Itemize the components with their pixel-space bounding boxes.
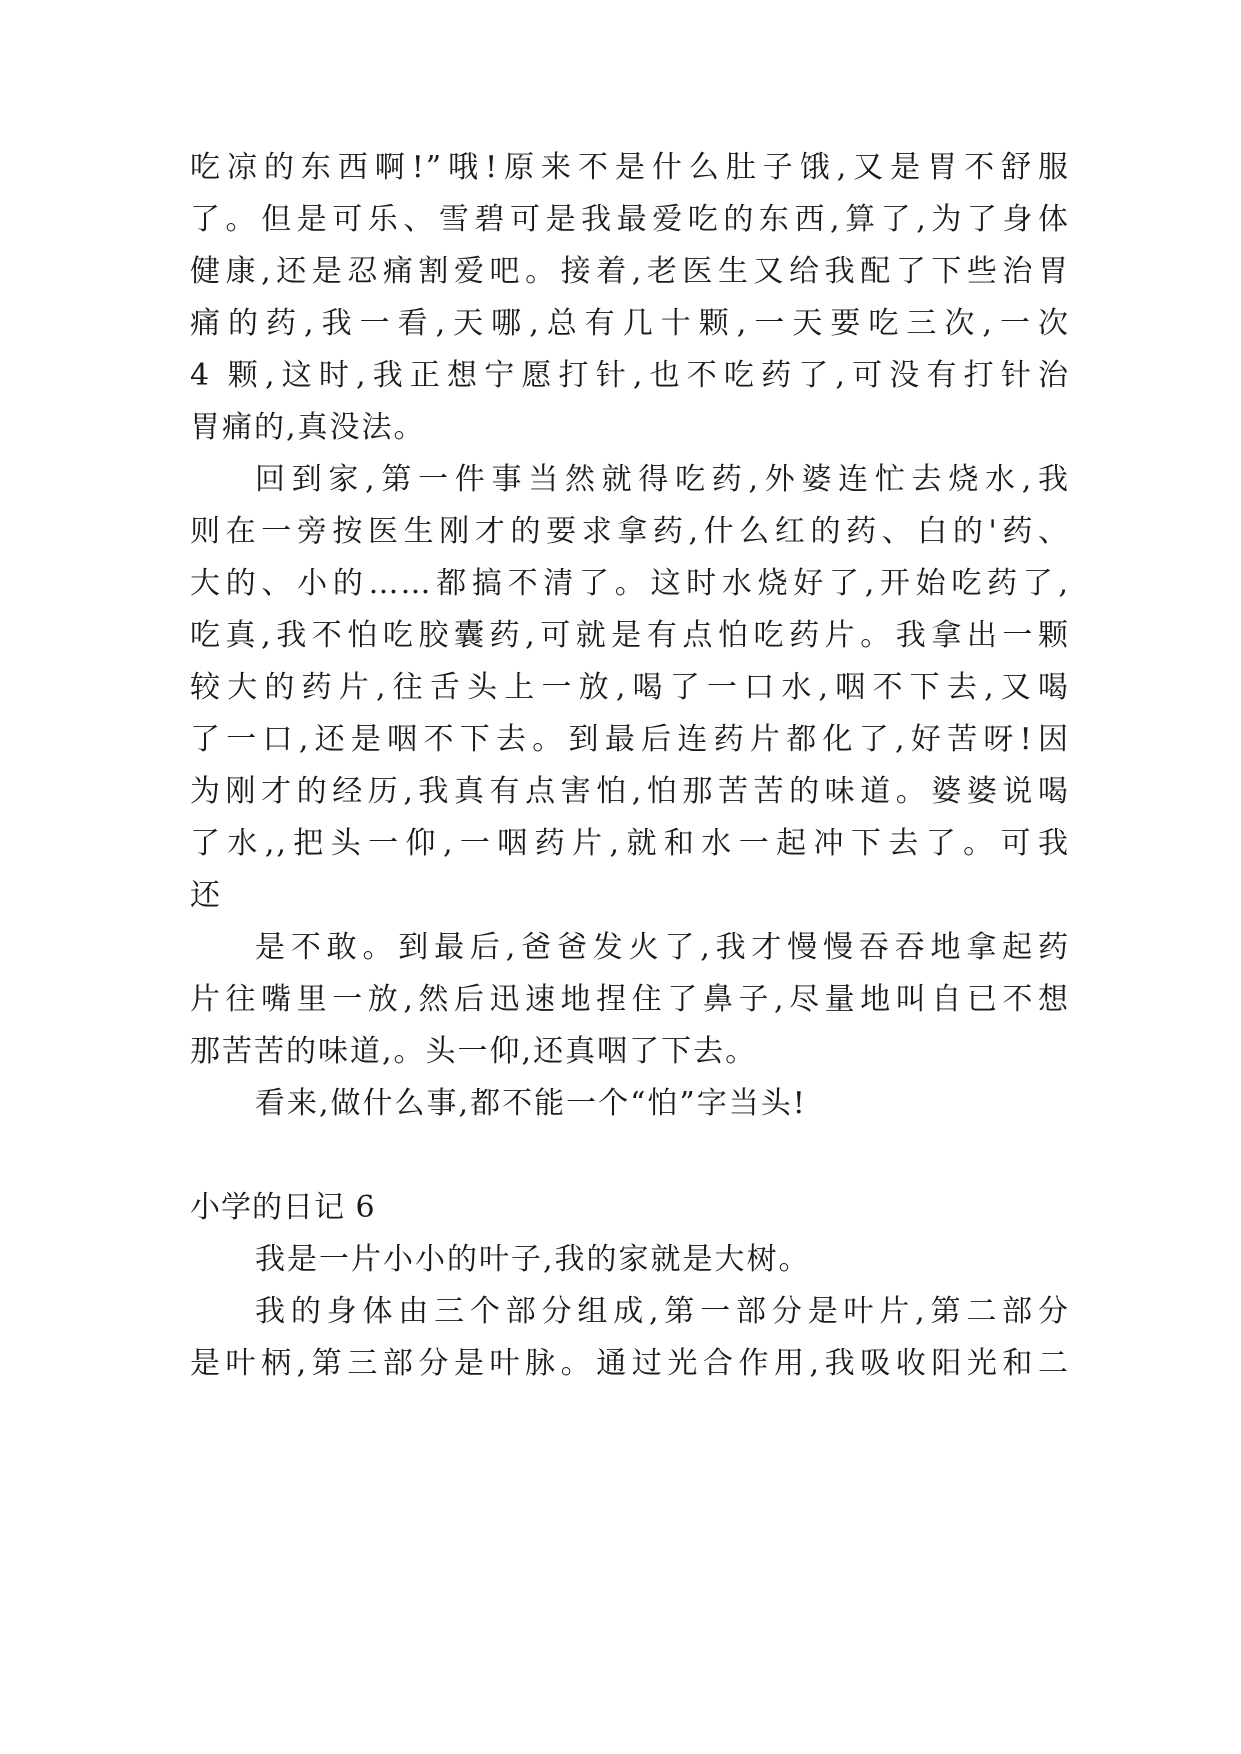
text-line: 胃痛的,真没法。	[190, 410, 426, 445]
text-line: 了水,,把头一仰,一咽药片,就和水一起冲下去了。可我	[190, 826, 1070, 861]
text-line: 健康,还是忍痛割爱吧。接着,老医生又给我配了下些治胃	[190, 254, 1070, 289]
text-line: 吃凉的东西啊!”哦!原来不是什么肚子饿,又是胃不舒服	[190, 150, 1070, 185]
text-line: 了一口,还是咽不下去。到最后连药片都化了,好苦呀!因	[190, 722, 1070, 757]
text-line: 是不敢。到最后,爸爸发火了,我才慢慢吞吞地拿起药	[255, 930, 1070, 965]
text-line: 我是一片小小的叶子,我的家就是大树。	[255, 1242, 811, 1277]
text-line: 大的、小的……都搞不清了。这时水烧好了,开始吃药了,	[190, 566, 1070, 601]
section-heading: 小学的日记 6	[190, 1190, 376, 1225]
text-line: 较大的药片,往舌头上一放,喝了一口水,咽不下去,又喝	[190, 670, 1070, 705]
text-line: 我的身体由三个部分组成,第一部分是叶片,第二部分	[255, 1294, 1070, 1329]
text-line: 还	[190, 878, 222, 913]
text-line: 则在一旁按医生刚才的要求拿药,什么红的药、白的'药、	[190, 514, 1070, 549]
text-line: 那苦苦的味道,。头一仰,还真咽了下去。	[190, 1034, 758, 1069]
text-line: 看来,做什么事,都不能一个“怕”字当头!	[255, 1086, 807, 1121]
text-line: 回到家,第一件事当然就得吃药,外婆连忙去烧水,我	[255, 462, 1070, 497]
text-line: 痛的药,我一看,天哪,总有几十颗,一天要吃三次,一次	[190, 306, 1070, 341]
text-line: 4 颗,这时,我正想宁愿打针,也不吃药了,可没有打针治	[190, 358, 1070, 393]
text-line: 为刚才的经历,我真有点害怕,怕那苦苦的味道。婆婆说喝	[190, 774, 1070, 809]
text-line: 是叶柄,第三部分是叶脉。通过光合作用,我吸收阳光和二	[190, 1346, 1070, 1381]
text-line: 片往嘴里一放,然后迅速地捏住了鼻子,尽量地叫自已不想	[190, 982, 1070, 1017]
text-line: 吃真,我不怕吃胶囊药,可就是有点怕吃药片。我拿出一颗	[190, 618, 1070, 653]
text-line: 了。但是可乐、雪碧可是我最爱吃的东西,算了,为了身体	[190, 202, 1070, 237]
